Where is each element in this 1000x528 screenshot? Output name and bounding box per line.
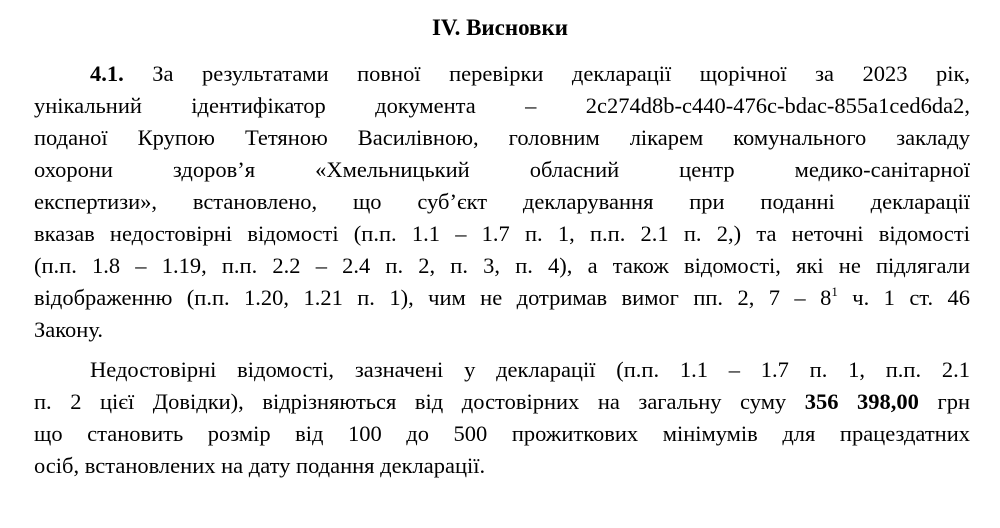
superscript: 1 (831, 284, 838, 299)
para2-line1: Недостовірні відомості, зазначені у декларації (п.п. 1.1 – 1.7 п. 1, п.п. 2.1 (90, 357, 970, 382)
clause-number: 4.1. (90, 61, 124, 86)
para1-line2: унікальний ідентифікатор документа – 2c274d8b-c440-476c-bdac-855a1ced6da2, (34, 93, 970, 118)
para2-line2-text-b: грн (918, 389, 970, 414)
para1-line7: (п.п. 1.8 – 1.19, п.п. 2.2 – 2.4 п. 2, п. 3, п. 4), а також відомості, які не підлягали (34, 253, 970, 278)
para1-line3: поданої Крупою Тетяною Василівною, головним лікарем комунального закладу (34, 125, 970, 150)
para1-line8-text-b: ч. 1 ст. 46 (837, 285, 970, 310)
para1-line1-text: За результатами повної перевірки декларації щорічної за 2023 рік, (152, 61, 971, 86)
para2-line3: що становить розмір від 100 до 500 прожиткових мінімумів для працездатних (34, 421, 970, 446)
para1-line8-text-a: відображенню (п.п. 1.20, 1.21 п. 1), чим не дотримав вимог пп. 2, 7 – 8 (34, 285, 832, 310)
para1-line6: вказав недостовірні відомості (п.п. 1.1 – 1.7 п. 1, п.п. 2.1 п. 2,) та неточні відомості (34, 221, 970, 246)
para2-line4: осіб, встановлених на дату подання декларації. (34, 453, 486, 478)
para1-line4: охорони здоров’я «Хмельницький обласний центр медико-санітарної (34, 157, 970, 182)
para1-line9: Закону. (34, 317, 103, 342)
para2-line2-text-a: п. 2 цієї Довідки), відрізняються від достовірних на загальну суму (34, 389, 805, 414)
para1-line8 (34, 284, 970, 312)
section-title: IV. Висновки (431, 15, 568, 40)
para1-line5: експертизи», встановлено, що суб’єкт декларування при поданні декларації (34, 189, 970, 214)
para1-line1 (90, 60, 970, 88)
total-amount: 356 398,00 (804, 389, 919, 414)
para2-line2 (34, 388, 970, 416)
